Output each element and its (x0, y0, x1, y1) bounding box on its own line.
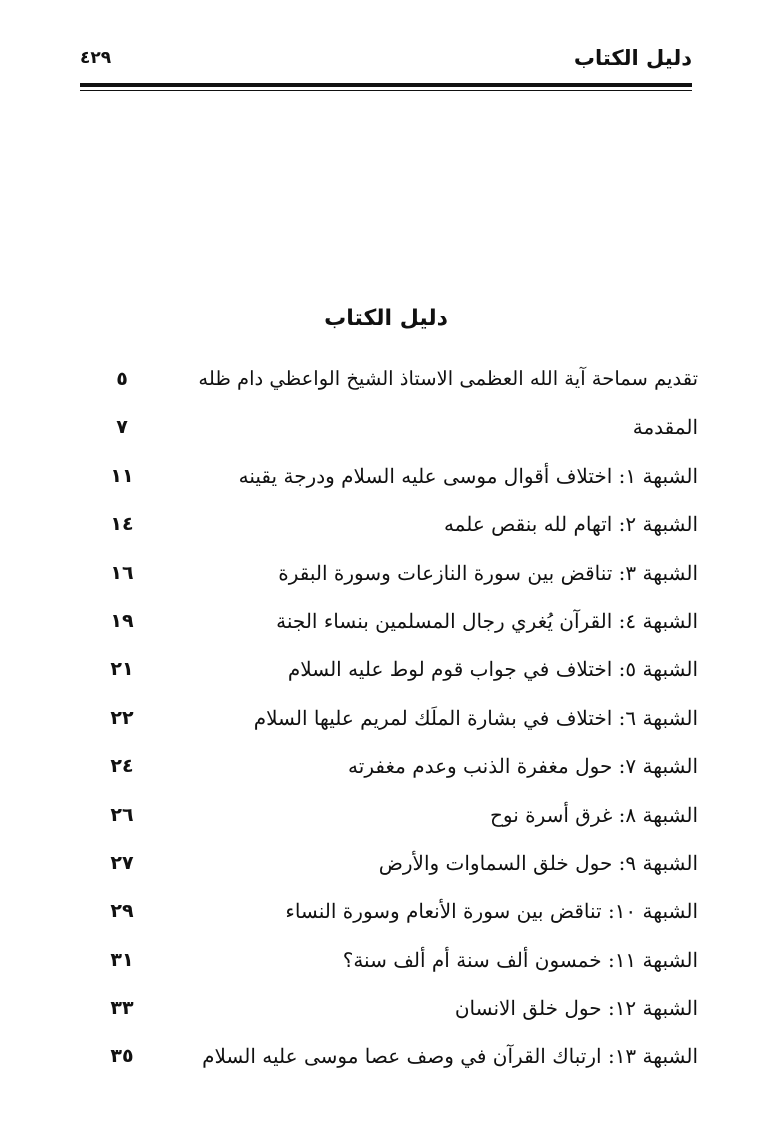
toc-entry-label: الشبهة ٨: غرق أسرة نوح (489, 802, 698, 827)
toc-entry (80, 844, 698, 892)
toc-list (80, 360, 698, 1086)
toc-entry-page: ٥ (116, 368, 128, 390)
toc-entry-label: تقديم سماحة آية الله العظمى الاستاذ الشيخ الواعظي دام ظله (198, 367, 698, 390)
toc-entry-page: ٣٣ (110, 997, 134, 1020)
toc-entry-label: الشبهة ١٢: حول خلق الانسان (454, 996, 698, 1021)
header-rule-thin (80, 90, 692, 91)
toc-entry-label: الشبهة ٥: اختلاف في جواب قوم لوط عليه السلام (287, 657, 698, 682)
toc-entry-label: الشبهة ٤: القرآن يُغري رجال المسلمين بنساء الجنة (276, 608, 698, 633)
toc-entry (80, 1037, 698, 1085)
toc-entry-page: ٢٩ (110, 900, 134, 923)
toc-entry-page: ٢٧ (110, 851, 134, 874)
toc-entry (80, 505, 698, 553)
toc-entry-label: الشبهة ٣: تناقض بين سورة النازعات وسورة البقرة (278, 560, 698, 585)
running-header (80, 40, 692, 80)
toc-entry-page: ٧ (116, 416, 128, 439)
toc-entry-page: ١٤ (110, 513, 134, 536)
toc-entry-page: ٢٢ (110, 706, 134, 729)
toc-entry-page: ١٦ (110, 561, 134, 584)
toc-entry (80, 989, 698, 1037)
toc-entry-page: ١٩ (110, 609, 134, 632)
running-header-title: دليل الكتاب (573, 46, 692, 70)
header-rule-thick (80, 83, 692, 87)
toc-entry (80, 457, 698, 505)
toc-entry-page: ٢٦ (110, 803, 134, 826)
toc-entry (80, 796, 698, 844)
toc-entry-label: الشبهة ٧: حول مغفرة الذنب وعدم مغفرته (348, 754, 698, 779)
toc-entry (80, 650, 698, 698)
toc-title: دليل الكتاب (324, 306, 448, 331)
toc-entry-label: المقدمة (632, 415, 698, 440)
toc-entry (80, 941, 698, 989)
toc-entry (80, 360, 698, 408)
toc-entry (80, 892, 698, 940)
toc-entry (80, 747, 698, 795)
toc-entry-page: ٣١ (110, 948, 134, 971)
toc-entry-label: الشبهة ٩: حول خلق السماوات والأرض (378, 850, 698, 875)
toc-entry-page: ٢٤ (110, 755, 134, 778)
toc-entry-label: الشبهة ٢: اتهام لله بنقص علمه (443, 512, 698, 537)
page-number: ٤٢٩ (80, 48, 112, 68)
toc-entry-page: ٣٥ (110, 1045, 134, 1068)
toc-entry (80, 554, 698, 602)
toc-entry-label: الشبهة ١: اختلاف أقوال موسى عليه السلام ودرجة يقينه (238, 463, 698, 488)
toc-entry-label: الشبهة ١٠: تناقض بين سورة الأنعام وسورة النساء (285, 899, 698, 924)
toc-entry (80, 408, 698, 456)
toc-entry (80, 602, 698, 650)
toc-entry-label: الشبهة ٦: اختلاف في بشارة الملَك لمريم عليها السلام (253, 705, 698, 730)
toc-entry-label: الشبهة ١١: خمسون ألف سنة أم ألف سنة؟ (342, 947, 698, 972)
toc-entry-page: ١١ (110, 464, 134, 487)
toc-entry-page: ٢١ (110, 658, 134, 681)
toc-entry (80, 699, 698, 747)
toc-entry-label: الشبهة ١٣: ارتباك القرآن في وصف عصا موسى عليه السلام (202, 1044, 698, 1069)
